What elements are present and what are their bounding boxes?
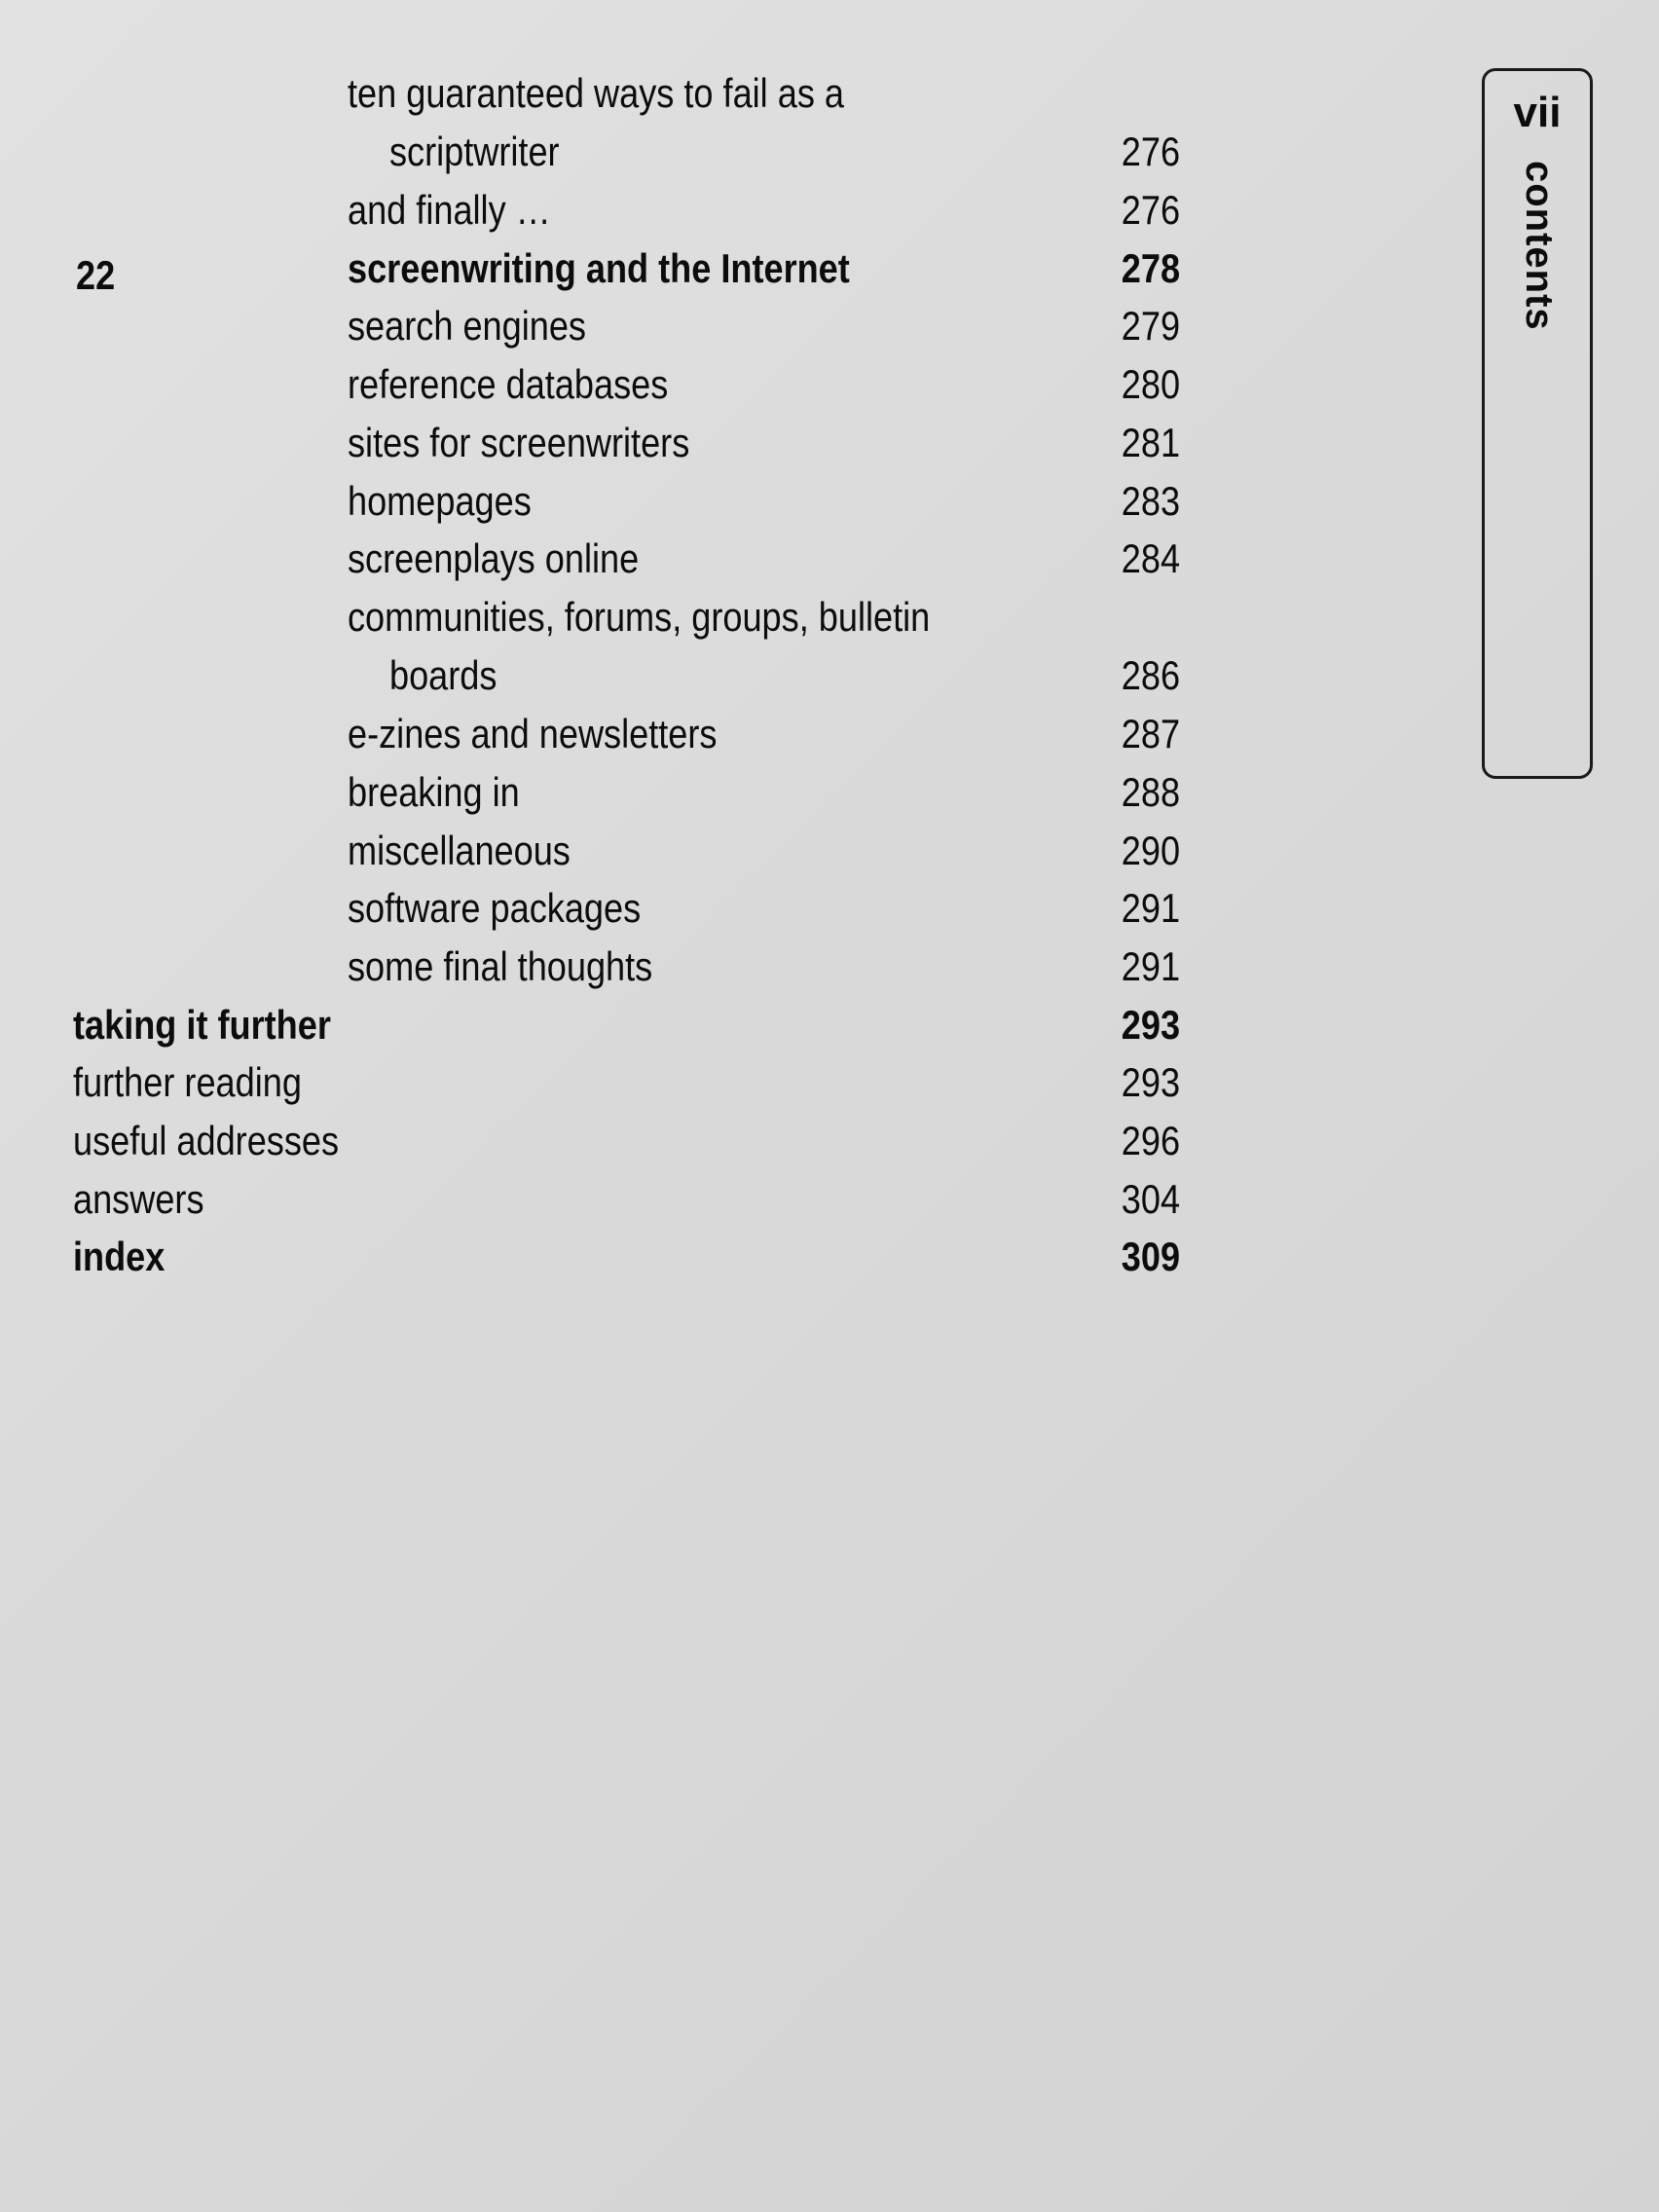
toc-entry-page: 283	[1121, 478, 1180, 524]
toc-entry-page: 291	[1121, 885, 1180, 931]
toc-entry-page: 281	[1121, 420, 1180, 465]
toc-entry-page: 276	[1121, 129, 1180, 174]
toc-entry-page: 296	[1121, 1118, 1180, 1163]
section-page: 309	[1121, 1234, 1180, 1279]
section-tab	[1482, 68, 1593, 779]
toc-entry-title: miscellaneous	[348, 828, 571, 873]
toc-entry-page: 287	[1121, 711, 1180, 756]
toc-entry-title: scriptwriter	[389, 129, 560, 174]
toc-entry-title: ten guaranteed ways to fail as a	[348, 70, 845, 116]
toc-entry-title: useful addresses	[73, 1118, 340, 1163]
toc-entry-page: 286	[1121, 652, 1180, 698]
toc-entry-title: further reading	[73, 1059, 302, 1105]
toc-entry-title: boards	[389, 652, 498, 698]
toc-entry-title: sites for screenwriters	[348, 420, 690, 465]
toc-entry-page: 288	[1121, 769, 1180, 815]
toc-entry-title: and finally …	[348, 187, 551, 233]
chapter-page: 278	[1121, 245, 1180, 291]
toc-entry-page: 293	[1121, 1059, 1180, 1105]
toc-entry-page: 276	[1121, 187, 1180, 233]
toc-entry-page: 279	[1121, 303, 1180, 349]
section-page: 293	[1121, 1002, 1180, 1048]
toc-entry-title: some final thoughts	[348, 943, 653, 989]
section-label: contents	[1518, 161, 1561, 331]
toc-entry-title: communities, forums, groups, bulletin	[348, 594, 931, 640]
chapter-title: screenwriting and the Internet	[348, 245, 850, 291]
toc-entry-title: answers	[73, 1176, 204, 1222]
toc-entry-page: 280	[1121, 361, 1180, 407]
toc-entry-title: search engines	[348, 303, 586, 349]
toc-entry-page: 291	[1121, 943, 1180, 989]
toc-entry-title: screenplays online	[348, 535, 640, 581]
toc-entry-title: software packages	[348, 885, 642, 931]
toc-entry-page: 284	[1121, 535, 1180, 581]
section-title: index	[73, 1234, 166, 1279]
toc-entry-page: 290	[1121, 828, 1180, 873]
toc-entry-page: 304	[1121, 1176, 1180, 1222]
chapter-number: 22	[76, 252, 116, 298]
toc-entry-title: e-zines and newsletters	[348, 711, 718, 756]
toc-entry-title: breaking in	[348, 769, 520, 815]
section-title: taking it further	[73, 1002, 331, 1048]
toc-entry-title: reference databases	[348, 361, 669, 407]
page-number: vii	[1513, 89, 1562, 136]
toc-entry-title: homepages	[348, 478, 532, 524]
